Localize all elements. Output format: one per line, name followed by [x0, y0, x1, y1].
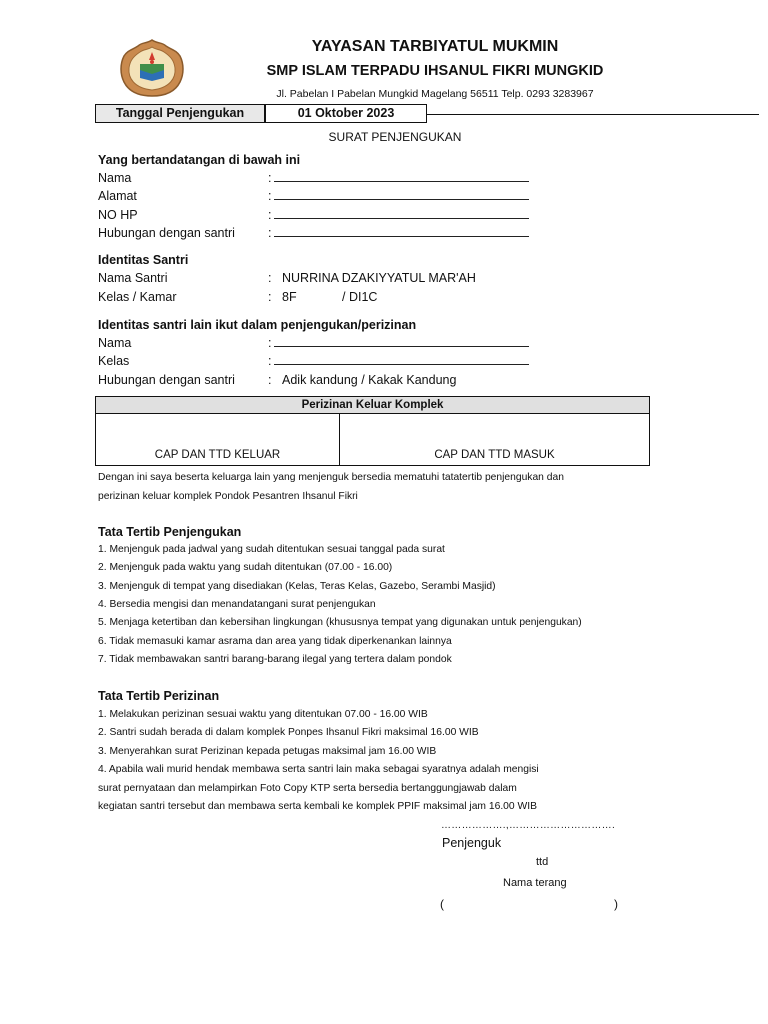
signer-relation-field[interactable] [274, 236, 529, 237]
list-item: 2. Santri sudah berada di dalam komplek Ponpes Ihsanul Fikri maksimal 16.00 WIB [98, 727, 479, 738]
visit-date-box [95, 104, 665, 124]
organization-name: YAYASAN TARBIYATUL MUKMIN [311, 38, 559, 55]
field-label: Nama Santri [98, 271, 168, 285]
list-item: 3. Menyerahkan surat Perizinan kepada petugas maksimal jam 16.00 WIB [98, 746, 437, 757]
stamp-out-label: CAP DAN TTD KELUAR [154, 449, 281, 461]
signer-name-field[interactable] [274, 181, 529, 182]
list-item: 1. Melakukan perizinan sesuai waktu yang ditentukan 07.00 - 16.00 WIB [98, 709, 428, 720]
visitor-label: Penjenguk [442, 836, 502, 850]
list-item: 6. Tidak memasuki kamar asrama dan area yang tidak diperkenankan lainnya [98, 636, 452, 647]
document-title: SURAT PENJENGUKAN [328, 130, 462, 144]
student-class-value: 8F [282, 290, 297, 304]
field-separator: : [268, 290, 272, 304]
statement-line: perizinan keluar komplek Pondok Pesantren Ihsanul Fikri [98, 491, 358, 502]
signer-phone-field[interactable] [274, 218, 529, 219]
field-label: Nama [98, 336, 132, 350]
school-address: Jl. Pabelan I Pabelan Mungkid Magelang 56511 Telp. 0293 3283967 [276, 88, 594, 100]
permit-heading: Perizinan Keluar Komplek [96, 397, 649, 414]
field-label: Kelas / Kamar [98, 290, 177, 304]
permit-rules-heading: Tata Tertib Perizinan [98, 689, 220, 703]
field-separator: : [268, 354, 272, 368]
field-separator: : [268, 373, 272, 387]
stamp-in-label: CAP DAN TTD MASUK [434, 449, 555, 461]
field-separator: : [268, 271, 272, 285]
list-item: 3. Menjenguk di tempat yang disediakan (Kelas, Teras Kelas, Gazebo, Serambi Masjid) [98, 581, 496, 592]
field-label: Alamat [98, 189, 137, 203]
list-item: 4. Apabila wali murid hendak membawa serta santri lain maka sebagai syaratnya adalah mengisi [98, 764, 539, 775]
name-bracket-close: ) [614, 897, 618, 911]
student-heading: Identitas Santri [98, 253, 189, 267]
signer-address-field[interactable] [274, 199, 529, 200]
field-label: Hubungan dengan santri [98, 226, 235, 240]
visit-date-value: 01 Oktober 2023 [265, 104, 427, 123]
student-name-value: NURRINA DZAKIYYATUL MAR'AH [282, 271, 476, 285]
list-item: 5. Menjaga ketertiban dan kebersihan lingkungan (khususnya tempat yang digunakan untuk penjengukan) [98, 617, 582, 628]
signer-heading: Yang bertandatangan di bawah ini [98, 153, 301, 167]
place-date-field[interactable]: ……………….,…………………………. [441, 820, 616, 831]
field-separator: : [268, 171, 272, 185]
list-item: surat pernyataan dan melampirkan Foto Copy KTP serta bersedia bertanggungjawab dalam [98, 783, 517, 794]
other-class-field[interactable] [274, 364, 529, 365]
field-label: Nama [98, 171, 132, 185]
list-item: 4. Bersedia mengisi dan menandatangani surat penjengukan [98, 599, 376, 610]
printed-name-label: Nama terang [503, 877, 567, 889]
list-item: kegiatan santri tersebut dan membawa serta kembali ke komplek PPIF maksimal jam 16.00 WIB [98, 801, 537, 812]
visit-rules-heading: Tata Tertib Penjengukan [98, 525, 242, 539]
list-item: 1. Menjenguk pada jadwal yang sudah ditentukan sesuai tanggal pada surat [98, 544, 445, 555]
field-separator: : [268, 226, 272, 240]
field-separator: : [268, 208, 272, 222]
school-name: SMP ISLAM TERPADU IHSANUL FIKRI MUNGKID [266, 63, 604, 79]
permit-box [95, 396, 650, 466]
field-label: Hubungan dengan santri [98, 373, 235, 387]
other-student-heading: Identitas santri lain ikut dalam penjengukan/perizinan [98, 318, 417, 332]
other-name-field[interactable] [274, 346, 529, 347]
field-separator: : [268, 336, 272, 350]
signature-label: ttd [536, 856, 549, 868]
field-label: NO HP [98, 208, 138, 222]
visit-date-label: Tanggal Penjengukan [95, 104, 265, 123]
school-crest-icon [118, 38, 186, 98]
other-relation-value: Adik kandung / Kakak Kandung [282, 373, 457, 387]
field-label: Kelas [98, 354, 130, 368]
statement-line: Dengan ini saya beserta keluarga lain yang menjenguk bersedia mematuhi tatatertib penjengukan dan [98, 472, 564, 483]
list-item: 7. Tidak membawakan santri barang-barang ilegal yang tertera dalam pondok [98, 654, 452, 665]
list-item: 2. Menjenguk pada waktu yang sudah ditentukan (07.00 - 16.00) [98, 562, 393, 573]
name-bracket-open: ( [440, 897, 444, 911]
header-rule [427, 114, 759, 115]
field-separator: : [268, 189, 272, 203]
student-room-value: / DI1C [342, 290, 378, 304]
